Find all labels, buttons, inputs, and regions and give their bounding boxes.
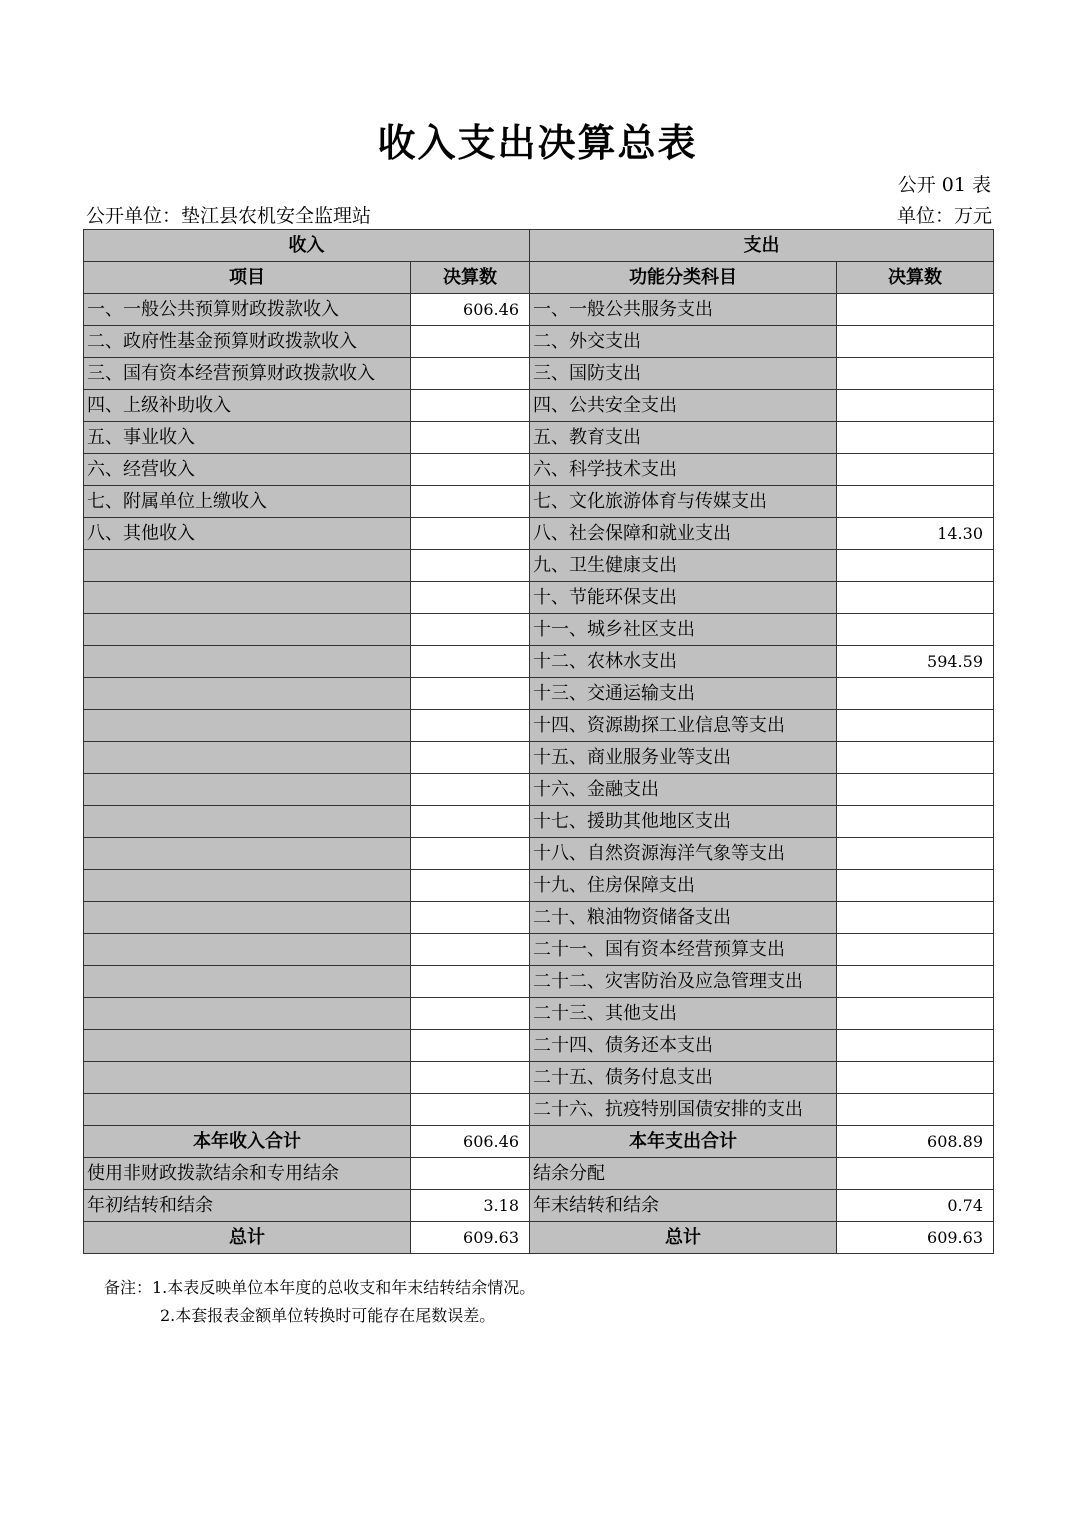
note-line-1: 备注：1.本表反映单位本年度的总收支和年末结转结余情况。	[104, 1278, 536, 1297]
income-value-cell	[411, 774, 530, 806]
expense-value-cell	[837, 774, 994, 806]
income-item-cell: 年初结转和结余	[84, 1190, 411, 1222]
income-value-cell	[411, 646, 530, 678]
expense-item-cell: 六、科学技术支出	[530, 454, 837, 486]
table-row	[84, 710, 994, 742]
income-item-cell	[84, 870, 411, 902]
income-item-cell	[84, 934, 411, 966]
table-row	[84, 358, 994, 390]
income-item-cell	[84, 902, 411, 934]
publishing-unit: 公开单位：垫江县农机安全监理站	[86, 205, 372, 227]
income-item-cell: 四、上级补助收入	[84, 390, 411, 422]
expense-item-cell: 八、社会保障和就业支出	[530, 518, 837, 550]
income-value-cell	[411, 742, 530, 774]
income-value-cell	[411, 710, 530, 742]
income-value-cell	[411, 806, 530, 838]
expense-subject-header: 功能分类科目	[530, 262, 837, 294]
income-item-cell	[84, 998, 411, 1030]
income-value-cell	[411, 838, 530, 870]
income-value-cell	[411, 1158, 530, 1190]
page-title: 收入支出决算总表	[377, 121, 698, 165]
expense-value-cell	[837, 966, 994, 998]
expense-value-cell	[837, 1030, 994, 1062]
table-row	[84, 486, 994, 518]
income-item-cell	[84, 966, 411, 998]
table-row	[84, 326, 994, 358]
income-value-cell	[411, 550, 530, 582]
expense-item-cell: 十六、金融支出	[530, 774, 837, 806]
expense-total-label: 总计	[530, 1222, 837, 1254]
subtotal-row	[84, 1126, 994, 1158]
income-value-cell	[411, 358, 530, 390]
income-amount-header: 决算数	[411, 262, 530, 294]
header-row-section	[84, 230, 994, 262]
expense-item-cell: 十七、援助其他地区支出	[530, 806, 837, 838]
income-value-cell	[411, 518, 530, 550]
expense-item-cell: 十九、住房保障支出	[530, 870, 837, 902]
income-item-cell: 六、经营收入	[84, 454, 411, 486]
note-line-2: 2.本套报表金额单位转换时可能存在尾数误差。	[160, 1306, 496, 1325]
table-row	[84, 614, 994, 646]
income-subtotal-value: 606.46	[411, 1126, 530, 1158]
expense-amount-header: 决算数	[837, 262, 994, 294]
income-item-cell	[84, 1030, 411, 1062]
budget-table	[83, 229, 994, 1254]
income-value-cell	[411, 454, 530, 486]
expense-value-cell	[837, 486, 994, 518]
income-value-cell	[411, 422, 530, 454]
expense-value-cell	[837, 422, 994, 454]
expense-value-cell	[837, 294, 994, 326]
expense-value-cell	[837, 678, 994, 710]
expense-item-cell: 十八、自然资源海洋气象等支出	[530, 838, 837, 870]
income-value-cell	[411, 934, 530, 966]
expense-value-cell	[837, 838, 994, 870]
income-item-cell: 七、附属单位上缴收入	[84, 486, 411, 518]
table-row	[84, 742, 994, 774]
income-item-cell	[84, 582, 411, 614]
income-value-cell	[411, 870, 530, 902]
table-row	[84, 390, 994, 422]
table-row	[84, 582, 994, 614]
table-row	[84, 1094, 994, 1126]
income-item-cell: 八、其他收入	[84, 518, 411, 550]
expense-item-cell: 七、文化旅游体育与传媒支出	[530, 486, 837, 518]
expense-item-cell: 十二、农林水支出	[530, 646, 837, 678]
income-item-cell	[84, 742, 411, 774]
table-row	[84, 678, 994, 710]
table-row	[84, 1158, 994, 1190]
expense-item-cell: 三、国防支出	[530, 358, 837, 390]
expense-value-cell	[837, 710, 994, 742]
expense-value-cell	[837, 358, 994, 390]
expense-value-cell	[837, 998, 994, 1030]
income-value-cell	[411, 998, 530, 1030]
income-value-cell	[411, 486, 530, 518]
income-value-cell	[411, 1094, 530, 1126]
expense-item-cell: 五、教育支出	[530, 422, 837, 454]
expense-item-cell: 十一、城乡社区支出	[530, 614, 837, 646]
income-item-cell	[84, 1062, 411, 1094]
table-row	[84, 454, 994, 486]
income-item-cell: 三、国有资本经营预算财政拨款收入	[84, 358, 411, 390]
expense-item-cell: 二、外交支出	[530, 326, 837, 358]
income-section-header: 收入	[84, 230, 530, 262]
expense-value-cell	[837, 902, 994, 934]
expense-item-cell: 十、节能环保支出	[530, 582, 837, 614]
table-row	[84, 902, 994, 934]
income-value-cell	[411, 1062, 530, 1094]
table-row	[84, 774, 994, 806]
income-item-cell	[84, 774, 411, 806]
table-row	[84, 1062, 994, 1094]
expense-value-cell	[837, 326, 994, 358]
expense-value-cell	[837, 614, 994, 646]
expense-item-cell: 二十五、债务付息支出	[530, 1062, 837, 1094]
income-value-cell	[411, 1030, 530, 1062]
table-row	[84, 1030, 994, 1062]
notes	[104, 1274, 535, 1330]
expense-item-cell: 二十、粮油物资储备支出	[530, 902, 837, 934]
income-value-cell	[411, 678, 530, 710]
table-row	[84, 838, 994, 870]
expense-subtotal-label: 本年支出合计	[530, 1126, 837, 1158]
income-item-cell: 一、一般公共预算财政拨款收入	[84, 294, 411, 326]
expense-item-cell: 二十一、国有资本经营预算支出	[530, 934, 837, 966]
expense-value-cell: 0.74	[837, 1190, 994, 1222]
expense-item-cell: 九、卫生健康支出	[530, 550, 837, 582]
expense-value-cell	[837, 934, 994, 966]
income-item-cell	[84, 838, 411, 870]
income-value-cell	[411, 390, 530, 422]
table-row	[84, 998, 994, 1030]
income-value-cell	[411, 326, 530, 358]
income-total-value: 609.63	[411, 1222, 530, 1254]
expense-item-cell: 二十三、其他支出	[530, 998, 837, 1030]
income-item-cell	[84, 678, 411, 710]
income-item-cell	[84, 806, 411, 838]
table-row	[84, 966, 994, 998]
expense-value-cell: 594.59	[837, 646, 994, 678]
income-item-cell	[84, 710, 411, 742]
expense-item-cell: 二十四、债务还本支出	[530, 1030, 837, 1062]
expense-value-cell	[837, 1094, 994, 1126]
expense-value-cell	[837, 1062, 994, 1094]
income-item-cell	[84, 646, 411, 678]
expense-value-cell	[837, 1158, 994, 1190]
income-value-cell	[411, 582, 530, 614]
expense-value-cell	[837, 806, 994, 838]
table-row	[84, 934, 994, 966]
income-item-header: 项目	[84, 262, 411, 294]
expense-item-cell: 二十六、抗疫特别国债安排的支出	[530, 1094, 837, 1126]
expense-subtotal-value: 608.89	[837, 1126, 994, 1158]
currency-unit: 单位：万元	[896, 205, 992, 227]
income-item-cell: 二、政府性基金预算财政拨款收入	[84, 326, 411, 358]
expense-item-cell: 一、一般公共服务支出	[530, 294, 837, 326]
expense-value-cell: 14.30	[837, 518, 994, 550]
table-row	[84, 870, 994, 902]
table-row	[84, 294, 994, 326]
income-value-cell: 606.46	[411, 294, 530, 326]
expense-value-cell	[837, 454, 994, 486]
table-row	[84, 550, 994, 582]
expense-item-cell: 十五、商业服务业等支出	[530, 742, 837, 774]
expense-value-cell	[837, 870, 994, 902]
income-total-label: 总计	[84, 1222, 411, 1254]
table-row	[84, 422, 994, 454]
total-row	[84, 1222, 994, 1254]
income-item-cell: 五、事业收入	[84, 422, 411, 454]
income-item-cell	[84, 614, 411, 646]
income-item-cell	[84, 550, 411, 582]
table-row	[84, 646, 994, 678]
income-value-cell: 3.18	[411, 1190, 530, 1222]
expense-value-cell	[837, 742, 994, 774]
income-value-cell	[411, 902, 530, 934]
income-value-cell	[411, 614, 530, 646]
expense-section-header: 支出	[530, 230, 994, 262]
table-row	[84, 1190, 994, 1222]
income-item-cell	[84, 1094, 411, 1126]
expense-item-cell: 十四、资源勘探工业信息等支出	[530, 710, 837, 742]
income-item-cell: 使用非财政拨款结余和专用结余	[84, 1158, 411, 1190]
expense-total-value: 609.63	[837, 1222, 994, 1254]
unit-row	[86, 201, 992, 228]
form-number: 公开 01 表	[897, 174, 991, 196]
income-subtotal-label: 本年收入合计	[84, 1126, 411, 1158]
expense-item-cell: 结余分配	[530, 1158, 837, 1190]
table-row	[84, 806, 994, 838]
expense-value-cell	[837, 390, 994, 422]
expense-item-cell: 四、公共安全支出	[530, 390, 837, 422]
header-row-columns	[84, 262, 994, 294]
income-value-cell	[411, 966, 530, 998]
expense-item-cell: 十三、交通运输支出	[530, 678, 837, 710]
expense-item-cell: 二十二、灾害防治及应急管理支出	[530, 966, 837, 998]
expense-value-cell	[837, 582, 994, 614]
expense-item-cell: 年末结转和结余	[530, 1190, 837, 1222]
table-row	[84, 518, 994, 550]
expense-value-cell	[837, 550, 994, 582]
